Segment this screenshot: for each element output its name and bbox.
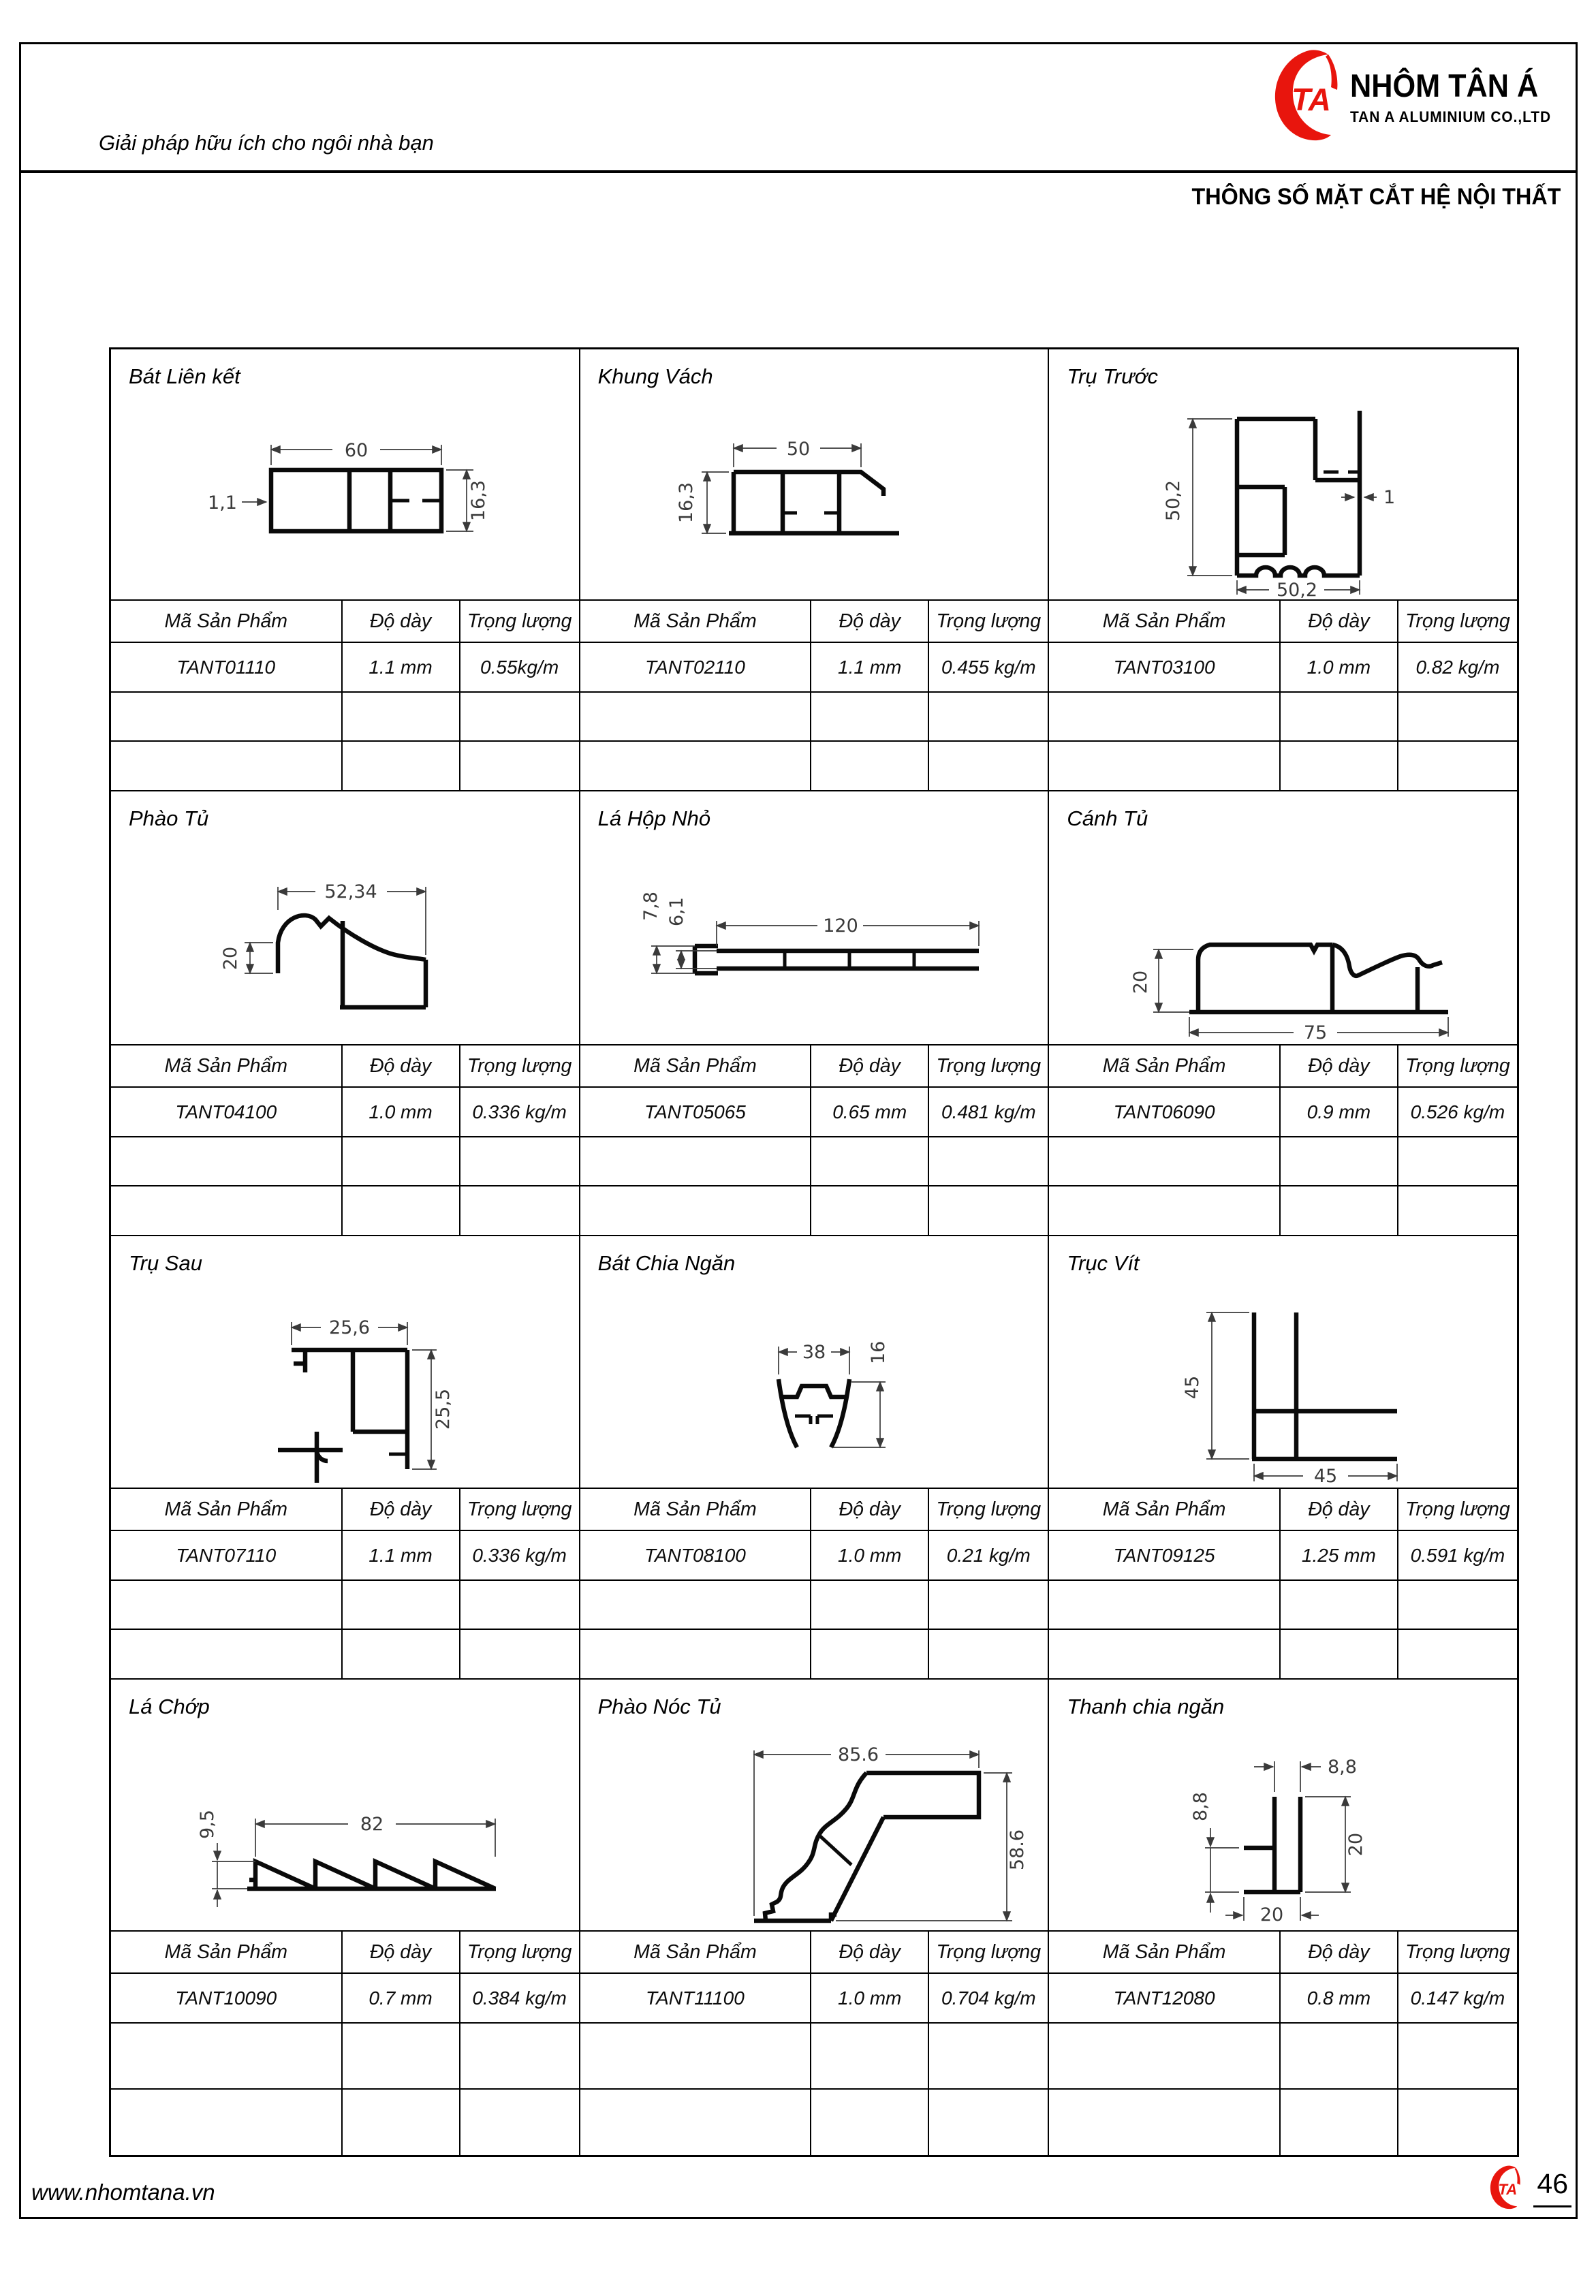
product-cell-phao-tu (111, 791, 579, 1235)
product-thickness: 1.0 mm (1280, 642, 1398, 692)
col-header-thickness: Độ dày (811, 1488, 928, 1530)
dim-label: 1 (1383, 487, 1395, 508)
col-header-thickness: Độ dày (811, 1931, 928, 1973)
col-header-weight: Trọng lượng (460, 1931, 579, 1973)
col-header-thickness: Độ dày (342, 600, 460, 642)
dim-label: 1,1 (208, 492, 238, 514)
product-name: Phào Tủ (129, 806, 209, 830)
product-code: TANT08100 (580, 1530, 811, 1580)
col-header-thickness: Độ dày (342, 1045, 460, 1087)
product-thickness: 1.0 mm (811, 1530, 928, 1580)
product-weight: 0.481 kg/m (928, 1087, 1048, 1137)
col-header-code: Mã Sản Phẩm (580, 600, 811, 642)
footer-page-number: 46 (1533, 2168, 1571, 2207)
product-code: TANT01110 (111, 642, 342, 692)
product-thickness: 0.9 mm (1280, 1087, 1398, 1137)
product-cell-la-chop (111, 1680, 579, 2155)
profile-drawing (111, 392, 579, 600)
spec-table (1049, 1488, 1517, 1678)
product-weight: 0.21 kg/m (928, 1530, 1048, 1580)
profile-drawing (1049, 834, 1517, 1042)
spec-table (1049, 1044, 1517, 1235)
spec-table (580, 1488, 1048, 1678)
product-thickness: 1.1 mm (811, 642, 928, 692)
col-header-code: Mã Sản Phẩm (1049, 1488, 1280, 1530)
product-thickness: 1.0 mm (811, 1973, 928, 2023)
dim-label: 6,1 (666, 897, 687, 926)
product-code: TANT12080 (1049, 1973, 1280, 2023)
profile-drawing (111, 1722, 579, 1930)
svg-text:TA: TA (1292, 82, 1332, 117)
product-code: TANT07110 (111, 1530, 342, 1580)
page-title: THÔNG SỐ MẶT CẮT HỆ NỘI THẤT (1191, 184, 1561, 210)
col-header-thickness: Độ dày (811, 1045, 928, 1087)
dim-label: 52,34 (324, 881, 377, 902)
product-name: Bát Liên kết (129, 364, 240, 388)
product-weight: 0.704 kg/m (928, 1973, 1048, 2023)
col-header-code: Mã Sản Phẩm (580, 1488, 811, 1530)
company-tagline: Giải pháp hữu ích cho ngôi nhà bạn (99, 131, 434, 155)
product-thickness: 0.65 mm (811, 1087, 928, 1137)
product-grid (109, 347, 1519, 2157)
col-header-weight: Trọng lượng (928, 1931, 1048, 1973)
spec-table (111, 1044, 579, 1235)
profile-drawing (1049, 1278, 1517, 1487)
dim-label: 75 (1303, 1022, 1327, 1042)
product-name: Khung Vách (597, 364, 713, 388)
product-code: TANT02110 (580, 642, 811, 692)
product-weight: 0.55kg/m (460, 642, 579, 692)
profile-drawing (580, 392, 1048, 600)
product-weight: 0.384 kg/m (460, 1973, 579, 2023)
dim-label: 25,5 (433, 1388, 454, 1430)
col-header-thickness: Độ dày (342, 1931, 460, 1973)
dim-label: 20 (1259, 1904, 1283, 1925)
dim-label: 8,8 (1327, 1757, 1357, 1778)
col-header-thickness: Độ dày (1280, 1488, 1398, 1530)
spec-table (580, 599, 1048, 790)
dim-label: 85.6 (837, 1744, 879, 1765)
product-name: Phào Nóc Tủ (597, 1695, 721, 1718)
dim-label: 20 (1129, 970, 1151, 994)
dim-label: 9,5 (197, 1810, 219, 1839)
col-header-code: Mã Sản Phẩm (1049, 1931, 1280, 1973)
product-weight: 0.455 kg/m (928, 642, 1048, 692)
dim-label: 16,3 (675, 482, 697, 524)
brand-name: NHÔM TÂN Á (1350, 67, 1539, 104)
dim-label: 45 (1181, 1375, 1203, 1400)
product-code: TANT05065 (580, 1087, 811, 1137)
profile-drawing (111, 1278, 579, 1487)
footer-brand (1484, 2165, 1571, 2211)
spec-table (580, 1044, 1048, 1235)
product-cell-phao-noc-tu (580, 1680, 1048, 2155)
dim-label: 50 (786, 439, 811, 460)
profile-drawing (580, 834, 1048, 1042)
product-thickness: 1.25 mm (1280, 1530, 1398, 1580)
dim-label: 50,2 (1276, 580, 1317, 600)
col-header-weight: Trọng lượng (460, 1045, 579, 1087)
product-weight: 0.526 kg/m (1398, 1087, 1517, 1137)
product-name: Trục Vít (1067, 1251, 1140, 1275)
profile-drawing (580, 1278, 1048, 1487)
col-header-code: Mã Sản Phẩm (1049, 1045, 1280, 1087)
dim-label: 20 (1345, 1832, 1366, 1857)
product-cell-canh-tu (1049, 791, 1517, 1235)
dim-label: 25,6 (329, 1317, 371, 1338)
product-cell-thanh-chia-ngan (1049, 1680, 1517, 2155)
col-header-weight: Trọng lượng (1398, 600, 1517, 642)
product-cell-khung-vach (580, 349, 1048, 790)
product-name: Trụ Trước (1067, 364, 1158, 388)
profile-drawing (580, 1722, 1048, 1930)
footer-website: www.nhomtana.vn (31, 2180, 215, 2205)
col-header-weight: Trọng lượng (1398, 1931, 1517, 1973)
col-header-thickness: Độ dày (1280, 1045, 1398, 1087)
brand-block (1271, 48, 1562, 144)
product-name: Cánh Tủ (1067, 806, 1148, 830)
col-header-weight: Trọng lượng (928, 600, 1048, 642)
product-name: Bát Chia Ngăn (597, 1251, 736, 1275)
profile-drawing (1049, 1722, 1517, 1930)
product-cell-bat-chia-ngan (580, 1236, 1048, 1678)
product-name: Lá Hộp Nhỏ (597, 806, 711, 830)
product-weight: 0.336 kg/m (460, 1087, 579, 1137)
product-thickness: 1.0 mm (342, 1087, 460, 1137)
product-cell-bat-lien-ket (111, 349, 579, 790)
product-code: TANT11100 (580, 1973, 811, 2023)
col-header-weight: Trọng lượng (1398, 1045, 1517, 1087)
product-code: TANT10090 (111, 1973, 342, 2023)
dim-label: 7,8 (640, 892, 661, 921)
product-weight: 0.82 kg/m (1398, 642, 1517, 692)
product-name: Trụ Sau (129, 1251, 202, 1275)
col-header-weight: Trọng lượng (928, 1488, 1048, 1530)
dim-label: 16 (867, 1340, 889, 1364)
spec-table (111, 599, 579, 790)
col-header-weight: Trọng lượng (460, 600, 579, 642)
product-cell-la-hop-nho (580, 791, 1048, 1235)
product-cell-truc-vit (1049, 1236, 1517, 1678)
product-name: Lá Chớp (129, 1695, 210, 1718)
col-header-thickness: Độ dày (1280, 600, 1398, 642)
col-header-code: Mã Sản Phẩm (1049, 600, 1280, 642)
dim-label: 60 (345, 440, 369, 461)
spec-table (111, 1930, 579, 2155)
col-header-weight: Trọng lượng (1398, 1488, 1517, 1530)
product-weight: 0.591 kg/m (1398, 1530, 1517, 1580)
company-logo-icon (1271, 48, 1342, 144)
col-header-code: Mã Sản Phẩm (580, 1045, 811, 1087)
col-header-weight: Trọng lượng (928, 1045, 1048, 1087)
product-code: TANT09125 (1049, 1530, 1280, 1580)
col-header-thickness: Độ dày (342, 1488, 460, 1530)
col-header-code: Mã Sản Phẩm (111, 600, 342, 642)
product-thickness: 1.1 mm (342, 642, 460, 692)
dim-label: 38 (802, 1342, 826, 1363)
col-header-thickness: Độ dày (1280, 1931, 1398, 1973)
dim-label: 16,3 (468, 479, 490, 522)
product-weight: 0.336 kg/m (460, 1530, 579, 1580)
header-divider (19, 170, 1578, 173)
product-code: TANT03100 (1049, 642, 1280, 692)
product-thickness: 1.1 mm (342, 1530, 460, 1580)
col-header-code: Mã Sản Phẩm (111, 1045, 342, 1087)
product-thickness: 0.8 mm (1280, 1973, 1398, 2023)
col-header-weight: Trọng lượng (460, 1488, 579, 1530)
product-thickness: 0.7 mm (342, 1973, 460, 2023)
dim-label: 8,8 (1189, 1792, 1211, 1821)
dim-label: 120 (823, 915, 858, 937)
product-cell-tru-truoc (1049, 349, 1517, 790)
brand-subtitle: TAN A ALUMINIUM CO.,LTD (1350, 108, 1552, 125)
col-header-code: Mã Sản Phẩm (580, 1931, 811, 1973)
col-header-code: Mã Sản Phẩm (111, 1488, 342, 1530)
col-header-code: Mã Sản Phẩm (111, 1931, 342, 1973)
dim-label: 50,2 (1162, 479, 1184, 522)
product-weight: 0.147 kg/m (1398, 1973, 1517, 2023)
dim-label: 45 (1313, 1466, 1337, 1487)
col-header-thickness: Độ dày (811, 600, 928, 642)
svg-text:TA: TA (1498, 2181, 1518, 2199)
dim-label: 82 (360, 1814, 384, 1835)
profile-drawing (1049, 392, 1517, 600)
profile-drawing (111, 834, 579, 1042)
product-name: Thanh chia ngăn (1067, 1695, 1225, 1718)
product-code: TANT06090 (1049, 1087, 1280, 1137)
product-cell-tru-sau (111, 1236, 579, 1678)
spec-table (1049, 599, 1517, 790)
spec-table (580, 1930, 1048, 2155)
product-code: TANT04100 (111, 1087, 342, 1137)
dim-label: 58.6 (1006, 1829, 1028, 1871)
footer-logo-icon (1484, 2165, 1527, 2211)
dim-label: 20 (220, 946, 242, 971)
spec-table (1049, 1930, 1517, 2155)
spec-table (111, 1488, 579, 1678)
